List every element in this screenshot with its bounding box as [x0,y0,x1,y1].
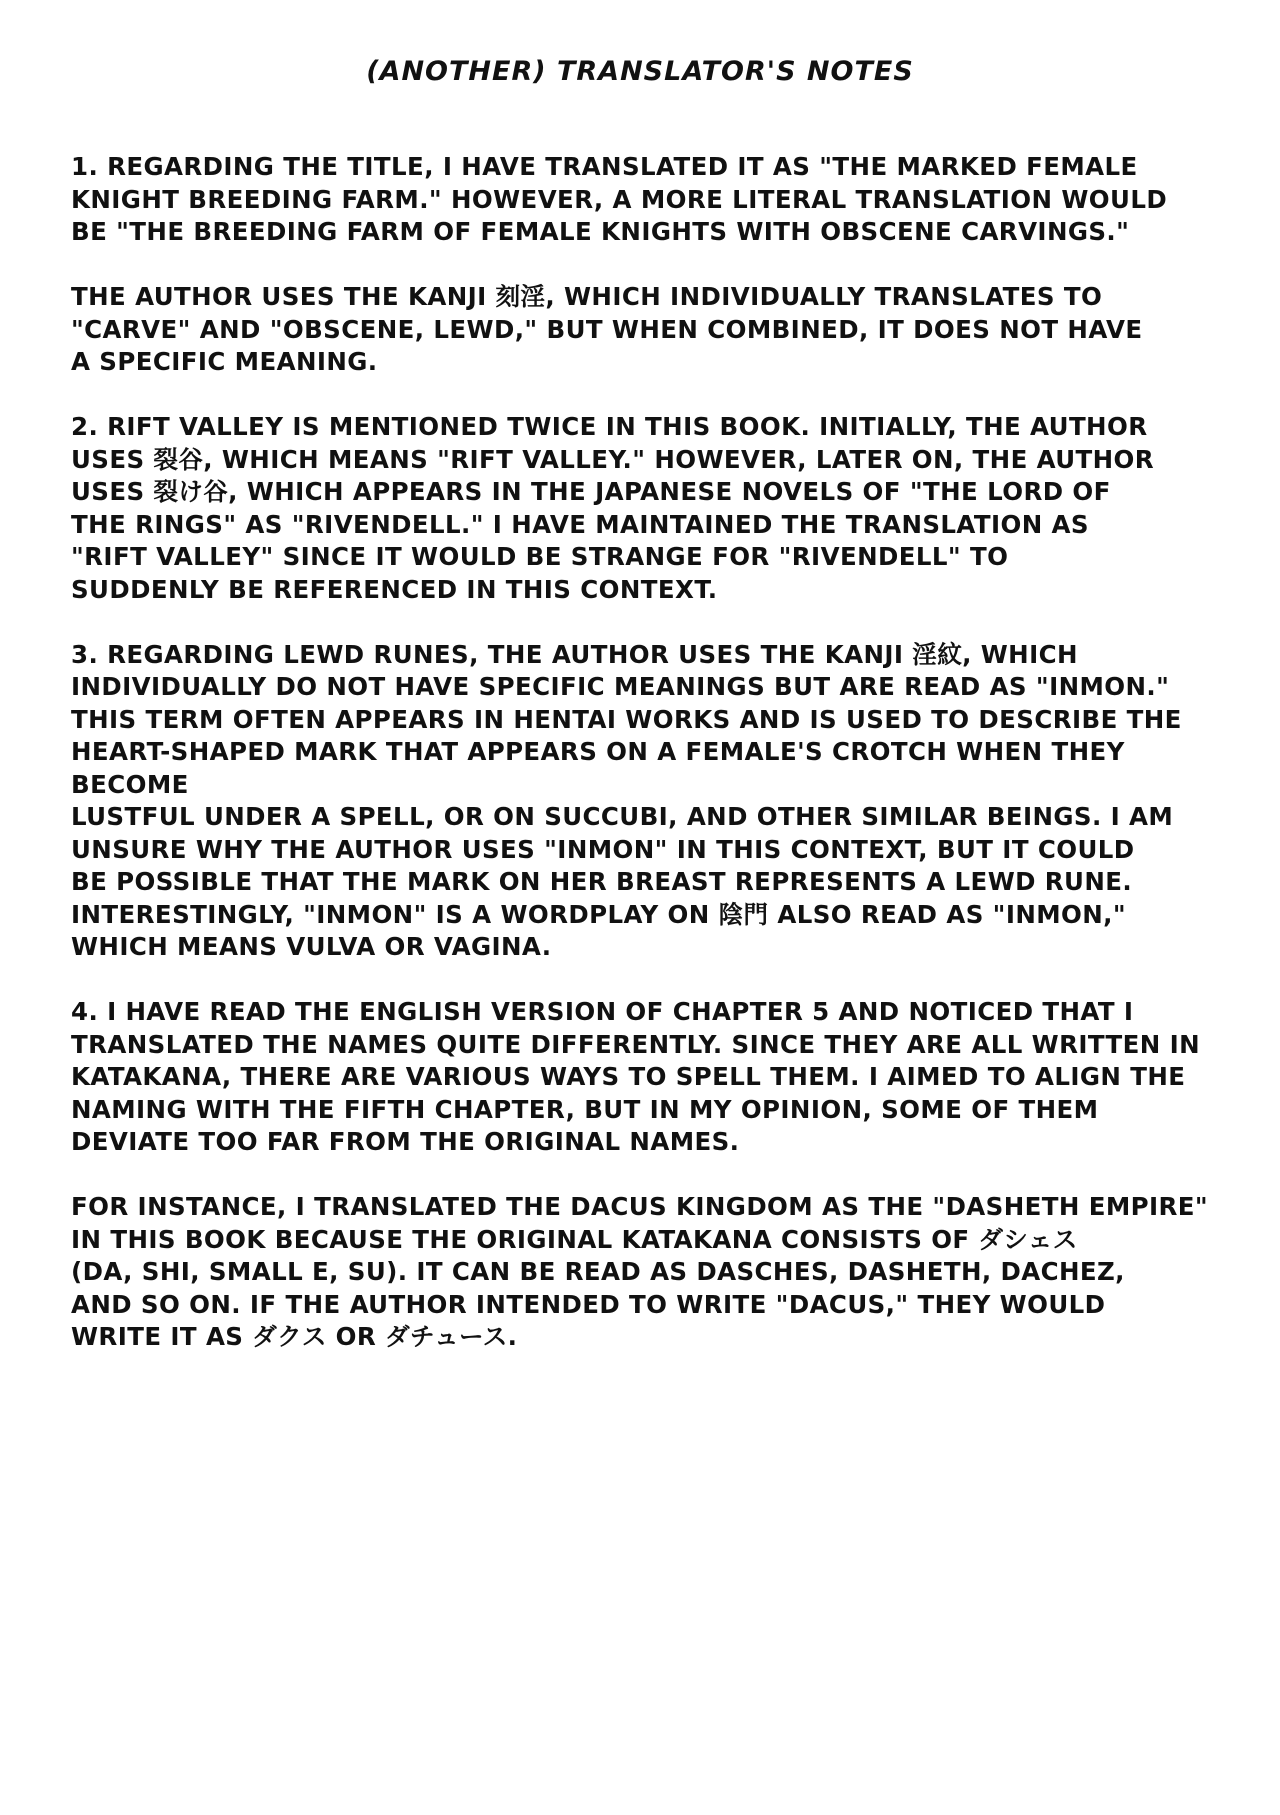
page-title: (ANOTHER) TRANSLATOR'S NOTES [366,56,914,87]
note-paragraph-1: 1. REGARDING THE TITLE, I HAVE TRANSLATED IT AS "THE MARKED FEMALE KNIGHT BREEDING FARM." HOWEVER, A MORE LITERAL TRANSLATION WOULD BE "THE BREEDING FARM OF FEMALE KNIGHTS WITH OBSCENE CARVINGS." [71,152,1168,246]
note-paragraph-4: 3. REGARDING LEWD RUNES, THE AUTHOR USES THE KANJI 淫紋, WHICH INDIVIDUALLY DO NOT HAVE SPECIFIC MEANINGS BUT ARE READ AS "INMON." THIS TERM OFTEN APPEARS IN HENTAI WORKS AND IS USED TO DESCRIBE THE HEART-SHAPED MARK THAT APPEARS ON A FEMALE'S CROTCH WHEN THEY BECOME LUSTFUL UNDER A SPELL, OR ON SUCCUBI, AND OTHER SIMILAR BEINGS. I AM UNSURE WHY THE AUTHOR USES "INMON" IN THIS CONTEXT, BUT IT COULD BE POSSIBLE THAT THE MARK ON HER BREAST REPRESENTS A LEWD RUNE. INTERESTINGLY, "INMON" IS A WORDPLAY ON 陰門 ALSO READ AS "INMON," WHICH MEANS VULVA OR VAGINA. [71,639,1182,961]
note-paragraph-6: FOR INSTANCE, I TRANSLATED THE DACUS KINGDOM AS THE "DASHETH EMPIRE" IN THIS BOOK BECAUSE THE ORIGINAL KATAKANA CONSISTS OF ダシェス (DA, SHI, SMALL E, SU). IT CAN BE READ AS DASCHES, DASHETH, DACHEZ, AND SO ON. IF THE AUTHOR INTENDED TO WRITE "DACUS," THEY WOULD WRITE IT AS ダクス OR ダチュース. [71,1192,1209,1351]
notes-body [71,151,1231,1386]
note-paragraph-5: 4. I HAVE READ THE ENGLISH VERSION OF CHAPTER 5 AND NOTICED THAT I TRANSLATED THE NAMES QUITE DIFFERENTLY. SINCE THEY ARE ALL WRITTEN IN KATAKANA, THERE ARE VARIOUS WAYS TO SPELL THEM. I AIMED TO ALIGN THE NAMING WITH THE FIFTH CHAPTER, BUT IN MY OPINION, SOME OF THEM DEVIATE TOO FAR FROM THE ORIGINAL NAMES. [71,997,1201,1156]
note-paragraph-2: THE AUTHOR USES THE KANJI 刻淫, WHICH INDIVIDUALLY TRANSLATES TO "CARVE" AND "OBSCENE, LEWD," BUT WHEN COMBINED, IT DOES NOT HAVE A SPECIFIC MEANING. [71,282,1143,376]
note-paragraph-3: 2. RIFT VALLEY IS MENTIONED TWICE IN THIS BOOK. INITIALLY, THE AUTHOR USES 裂谷, WHICH MEANS "RIFT VALLEY." HOWEVER, LATER ON, THE AUTHOR USES 裂け谷, WHICH APPEARS IN THE JAPANESE NOVELS OF "THE LORD OF THE RINGS" AS "RIVENDELL." I HAVE MAINTAINED THE TRANSLATION AS "RIFT VALLEY" SINCE IT WOULD BE STRANGE FOR "RIVENDELL" TO SUDDENLY BE REFERENCED IN THIS CONTEXT. [71,412,1155,604]
